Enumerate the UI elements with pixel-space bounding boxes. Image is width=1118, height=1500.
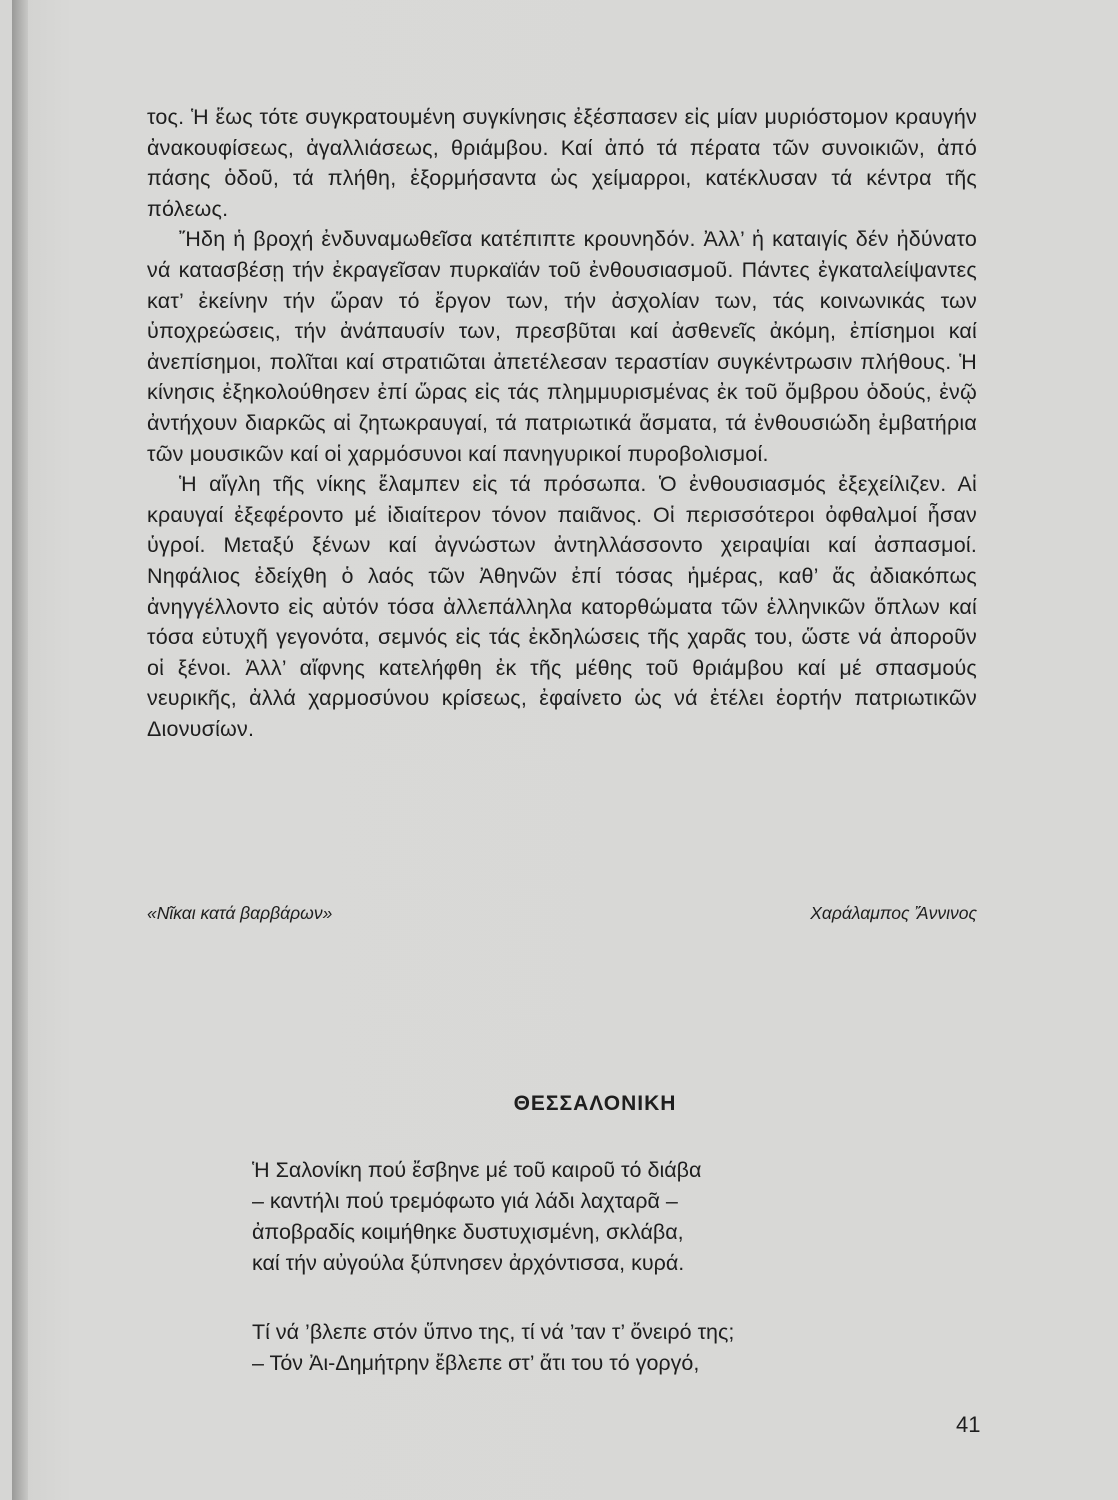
poem-line: Ἡ Σαλονίκη πού ἔσβηνε μέ τοῦ καιροῦ τό διάβα	[252, 1158, 702, 1182]
poem-title: ΘΕΣΣΑΛΟΝΙΚΗ	[513, 1092, 677, 1115]
poem-stanza	[252, 1155, 932, 1279]
prose-text	[147, 102, 977, 744]
poem-line: ἀποβραδίς κοιμήθηκε δυστυχισμένη, σκλάβα,	[252, 1220, 684, 1244]
poem-stanza	[252, 1317, 932, 1379]
attribution	[147, 903, 977, 924]
attribution-source: «Νῖκαι κατά βαρβάρων»	[147, 903, 333, 923]
attribution-author: Χαράλαμπος Ἄννινος	[810, 903, 977, 923]
paragraph: Ἡ αἴγλη τῆς νίκης ἔλαμπεν εἰς τά πρόσωπα. Ὁ ἐνθουσιασμός ἐξεχείλιζεν. Αἱ κραυγαί ἐξεφέροντο μέ ἰδιαίτερον τόνον παιᾶνος. Οἱ περισσότεροι ὀφθαλμοί ἦσαν ὑγροί. Μεταξύ ξένων καί ἀγνώστων ἀντηλλάσσοντο χειραψίαι καί ἀσπασμοί. Νηφάλιος ἐδείχθη ὁ λαός τῶν Ἀθηνῶν ἐπί τόσας ἡμέρας, καθ’ ἅς ἀδιακόπως ἀνηγγέλλοντο εἰς αὐτόν τόσα ἀλλεπάλληλα κατορθώματα τῶν ἑλληνικῶν ὅπλων καί τόσα εὐτυχῆ γεγονότα, σεμνός εἰς τάς ἐκδηλώσεις τῆς χαρᾶς του, ὥστε νά ἀποροῦν οἱ ξένοι. Ἀλλ’ αἴφνης κατελήφθη ἐκ τῆς μέθης τοῦ θριάμβου καί μέ σπασμούς νευρικῆς, ἀλλά χαρμοσύνου κρίσεως, ἐφαίνετο ὡς νά ἐτέλει ἑορτήν πατριωτικῶν Διονυσίων.	[147, 472, 977, 741]
poem-line: Τί νά ’βλεπε στόν ὕπνο της, τί νά ’ταν τ’ ὄνειρό της;	[252, 1320, 735, 1344]
poem-line: καί τήν αὐγούλα ξύπνησεν ἀρχόντισσα, κυρά.	[252, 1251, 685, 1275]
poem-line: – Τόν Ἀι-Δημήτρην ἔβλεπε στ’ ἄτι του τό γοργό,	[252, 1351, 700, 1375]
book-page	[12, 0, 1118, 1500]
book-spine-shadow	[12, 0, 28, 1500]
paragraph: Ἤδη ἡ βροχή ἐνδυναμωθεῖσα κατέπιπτε κρουνηδόν. Ἀλλ’ ἡ καταιγίς δέν ἠδύνατο νά κατασβέσῃ τήν ἐκραγεῖσαν πυρκαϊάν τοῦ ἐνθουσιασμοῦ. Πάντες ἐγκαταλείψαντες κατ’ ἐκείνην τήν ὥραν τό ἔργον των, τήν ἀσχολίαν των, τάς κοινωνικάς των ὑποχρεώσεις, τήν ἀνάπαυσίν των, πρεσβῦται καί ἀσθενεῖς ἀκόμη, ἐπίσημοι καί ἀνεπίσημοι, πολῖται καί στρατιῶται ἀπετέλεσαν τεραστίαν συγκέντρωσιν πλήθους. Ἡ κίνησις ἐξηκολούθησεν ἐπί ὥρας εἰς τάς πλημμυρισμένας ἐκ τοῦ ὄμβρου ὁδούς, ἐνῷ ἀντήχουν διαρκῶς αἱ ζητωκραυγαί, τά πατριωτικά ἄσματα, τά ἐνθουσιώδη ἐμβατήρια τῶν μουσικῶν καί οἱ χαρμόσυνοι καί πανηγυρικοί πυροβολισμοί.	[147, 227, 977, 466]
page-number: 41	[956, 1412, 981, 1437]
paragraph: τος. Ἡ ἕως τότε συγκρατουμένη συγκίνησις ἐξέσπασεν εἰς μίαν μυριόστομον κραυγήν ἀνακουφίσεως, ἀγαλλιάσεως, θριάμβου. Καί ἀπό τά πέρατα τῶν συνοικιῶν, ἀπό πάσης ὁδοῦ, τά πλήθη, ἐξορμήσαντα ὡς χείμαρροι, κατέκλυσαν τά κέντρα τῆς πόλεως.	[147, 105, 977, 221]
poem-line: – καντήλι πού τρεμόφωτο γιά λάδι λαχταρᾶ –	[252, 1189, 678, 1213]
